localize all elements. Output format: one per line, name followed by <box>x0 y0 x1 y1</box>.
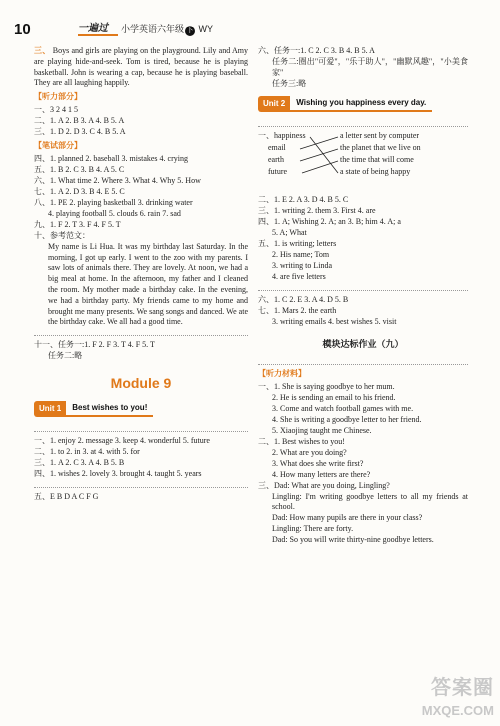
match-definition: a letter sent by computer <box>340 130 420 140</box>
match-word-text: happiness <box>274 130 306 140</box>
listening-label: 【听力部分】 <box>34 92 82 102</box>
answer-line: 六、1. What time 2. Where 3. What 4. Why 5. How <box>34 175 201 185</box>
answer-line: 2. What are you doing? <box>272 447 347 457</box>
answer-line: 四、1. A; Wishing 2. A; an 3. B; him 4. A; a <box>258 216 401 226</box>
answer-line: 4. are five letters <box>272 271 326 281</box>
unit-2-badge <box>258 96 468 112</box>
module-title: Module 9 <box>110 375 172 392</box>
essay: My name is Li Hua. It was my birthday last Saturday. In the morning, I got up early. I went to the zoo with my parents. I saw lots of animals there. They are lovely. At noon, we had a big meal at home. In the afternoon, my father and I cleaned the room. My mother made a birthday cake. In the evening, we had a birthday party. My friends came to my home and brought me many presents. We sang songs and danced. We ate the birthday cake. We all had a good time. <box>48 241 248 327</box>
unit-tag: Unit 1 <box>34 401 66 417</box>
unit-title: Best wishes to you! <box>66 401 153 417</box>
answer-line: 四、1. planned 2. baseball 3. mistakes 4. crying <box>34 153 188 163</box>
answer-line: 四、1. wishes 2. lovely 3. brought 4. taught 5. years <box>34 469 202 479</box>
answer-line: 三、1. writing 2. them 3. First 4. are <box>258 205 376 215</box>
match-line <box>310 137 338 173</box>
match-word: earth <box>268 154 284 164</box>
answer-line: 一、1. She is saying goodbye to her mum. <box>258 381 395 391</box>
divider <box>34 427 248 432</box>
written-label: 【笔试部分】 <box>34 140 82 150</box>
answer-line: 一、1. enjoy 2. message 3. keep 4. wonderful 5. future <box>34 436 210 446</box>
answer-line: 4. playing football 5. clouds 6. rain 7. sad <box>48 208 181 218</box>
divider <box>34 331 248 336</box>
answer-line: 七、1. Mars 2. the earth <box>258 305 337 315</box>
watermark-line: 答案圈 <box>431 677 494 700</box>
edition-label: WY <box>198 24 214 34</box>
book-title <box>121 23 213 36</box>
book-title-text: 小学英语六年级 <box>121 24 185 34</box>
paragraph: Boys and girls are playing on the playground. Lily and Amy are playing hide-and-seek. Tom is tired, because he is playing basketball. John is wearing a cap, because he is playing baseball. They are all laughing happily. <box>34 46 249 88</box>
grade-mark: 下 <box>186 27 194 34</box>
answer-line: 任务二:圈出"可爱"，"乐于助人"，"幽默风趣"，"小美食家" <box>272 57 468 77</box>
answer-line: 3. What does she write first? <box>272 458 364 468</box>
match-line <box>300 149 338 161</box>
answer-line: 二、1. to 2. in 3. at 4. with 5. for <box>34 447 140 457</box>
answer-line: 九、1. F 2. T 3. F 4. F 5. T <box>34 219 121 229</box>
divider <box>258 286 468 291</box>
match-word: future <box>268 166 288 176</box>
answer-line: 二、1. E 2. A 3. D 4. B 5. C <box>258 194 349 204</box>
page-header <box>0 0 500 38</box>
answer-line: 3. writing emails 4. best wishes 5. visit <box>272 316 397 326</box>
answer-line: 十一、任务一:1. F 2. F 3. T 4. F 5. T <box>34 340 155 350</box>
answer-line: 六、任务一:1. C 2. C 3. B 4. B 5. A <box>258 46 375 55</box>
section-label: 一、 <box>258 130 274 140</box>
answer-line: 七、1. A 2. D 3. B 4. E 5. C <box>34 186 125 196</box>
section-label: 三、 <box>34 46 51 55</box>
left-column <box>34 46 248 503</box>
answer-line: Lingling: There are forty. <box>272 524 354 534</box>
answer-line: Lingling: I'm writing goodbye letters to all my friends at school. <box>272 491 468 512</box>
match-line <box>300 137 338 149</box>
answer-line: 二、1. Best wishes to you! <box>258 436 345 446</box>
answer-line: 十、参考范文： <box>34 230 90 240</box>
answer-line: 5. Xiaojing taught me Chinese. <box>272 425 372 435</box>
watermark-url: MXQE.COM <box>421 703 494 719</box>
match-line <box>302 161 338 173</box>
answer-line: 三、Dad: What are you doing, Lingling? <box>258 480 390 490</box>
watermark <box>422 675 494 720</box>
answer-line: 3. writing to Linda <box>272 260 332 270</box>
answer-line: 4. She is writing a goodbye letter to her friend. <box>272 414 422 424</box>
unit-1-badge <box>34 401 248 417</box>
answer-line: 八、1. PE 2. playing basketball 3. drinking water <box>34 197 193 207</box>
divider <box>34 483 248 488</box>
answer-line: Dad: So you will write thirty-nine goodbye letters. <box>272 535 434 545</box>
answer-line: Dad: How many pupils are there in your class? <box>272 513 423 523</box>
brand-underline <box>78 34 118 36</box>
match-word: email <box>268 142 286 152</box>
answer-line: 2. His name; Tom <box>272 249 330 259</box>
answer-line: 二、1. A 2. B 3. A 4. B 5. A <box>34 115 125 125</box>
answer-line: 一、3 2 4 1 5 <box>34 104 78 114</box>
answer-line: 3. Come and watch football games with me. <box>272 403 414 413</box>
divider <box>258 360 468 365</box>
check-title: 模块达标作业（九） <box>322 338 404 349</box>
unit-title: Wishing you happiness every day. <box>290 96 432 112</box>
listening-material-label: 【听力材料】 <box>258 368 306 378</box>
answer-line: 六、1. C 2. E 3. A 4. D 5. B <box>258 294 349 304</box>
answer-line: 2. He is sending an email to his friend. <box>272 392 396 402</box>
answer-line: 五、1. B 2. C 3. B 4. A 5. C <box>34 164 125 174</box>
page-number: 10 <box>14 21 31 38</box>
answer-line: 4. How many letters are there? <box>272 469 371 479</box>
answer-line: 5. A; What <box>272 227 307 237</box>
answer-line: 三、1. D 2. D 3. C 4. B 5. A <box>34 126 126 136</box>
match-definition: the planet that we live on <box>340 142 421 152</box>
match-definition: a state of being happy <box>340 166 411 176</box>
answer-line: 三、1. A 2. C 3. A 4. B 5. B <box>34 458 125 468</box>
answer-section-3 <box>34 46 248 89</box>
match-definition: the time that will come <box>340 154 414 164</box>
answer-line: 任务三:略 <box>272 78 307 88</box>
matching-lines <box>258 131 468 181</box>
matching-exercise <box>258 131 468 195</box>
answer-line: 任务二:略 <box>48 351 83 361</box>
unit-tag: Unit 2 <box>258 96 290 112</box>
right-column <box>258 46 468 546</box>
divider <box>258 122 468 127</box>
answer-line: 五、1. is writing; letters <box>258 238 337 248</box>
brand-logo: 一遍过 <box>78 23 108 34</box>
answer-line: 五、E B D A C F G <box>34 492 99 502</box>
